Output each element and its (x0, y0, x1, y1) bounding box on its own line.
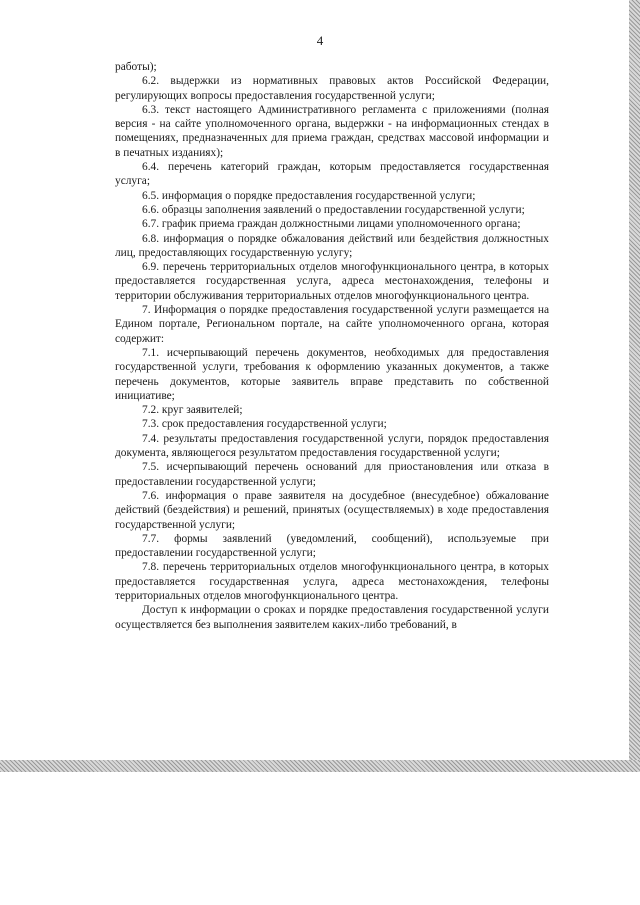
scan-border-bottom (0, 760, 640, 772)
paragraph: 7.1. исчерпывающий перечень документов, необходимых для предоставления государственной услуги, требования к оформлению указанных документов, а также перечень документов, которые заявитель вправе представить по собственной инициативе; (115, 346, 549, 402)
paragraph: 7.2. круг заявителей; (142, 404, 243, 417)
paragraph: 7.3. срок предоставления государственной услуги; (142, 418, 387, 431)
paragraph: 6.8. информация о порядке обжалования действий или бездействия должностных лиц, предоставляющих государственную услугу; (115, 232, 549, 259)
paragraph: 7.6. информация о праве заявителя на досудебное (внесудебное) обжалование действий (бездействия) и решений, принятых (осуществляемых) в ходе предоставления государственной услуги; (115, 489, 549, 531)
paragraph: 6.7. график приема граждан должностными лицами уполномоченного органа; (142, 218, 521, 231)
paragraph: работы); (115, 61, 157, 73)
paragraph: 6.2. выдержки из нормативных правовых актов Российской Федерации, регулирующих вопросы предоставления государственной услуги; (115, 75, 549, 102)
paragraph: Доступ к информации о сроках и порядке предоставления государственной услуги осуществляется без выполнения заявителем каких-либо требований, в (115, 604, 549, 631)
paragraph: 7.8. перечень территориальных отделов многофункционального центра, в которых предоставляется государственная услуга, адреса местонахождения, телефоны территориальных отделов многофункционального центра. (115, 561, 549, 602)
scan-border-right (629, 0, 640, 770)
page-number: 4 (316, 33, 324, 48)
paragraph: 6.6. образцы заполнения заявлений о предоставлении государственной услуги; (142, 203, 525, 216)
paragraph: 6.9. перечень территориальных отделов многофункционального центра, в которых предоставляется государственная услуга, адреса местонахождения, телефоны и территории обслуживания территориальных отделов многофункционального центра. (115, 261, 549, 302)
paragraph: 6.5. информация о порядке предоставления государственной услуги; (142, 189, 476, 202)
paragraph: 6.3. текст настоящего Административного регламента с приложениями (полная версия - на сайте уполномоченного органа, выдержки - на информационных стендах в помещениях, предназначенных для приема граждан, средствах массовой информации и в печатных изданиях); (115, 103, 549, 159)
paragraph: 7. Информация о порядке предоставления государственной услуги размещается на Едином портале, Региональном портале, на сайте уполномоченного органа, которая содержит: (115, 304, 549, 345)
paragraph: 7.4. результаты предоставления государственной услуги, порядок предоставления документа, являющегося результатом предоставления государственной услуги; (115, 432, 549, 460)
paragraph: 6.4. перечень категорий граждан, которым предоставляется государственная услуга; (115, 161, 549, 188)
paragraph: 7.7. формы заявлений (уведомлений, сообщений), используемые при предоставлении государственной услуги; (115, 532, 549, 560)
paragraph: 7.5. исчерпывающий перечень оснований для приостановления или отказа в предоставлении государственной услуги; (115, 461, 549, 488)
document-body (115, 60, 549, 632)
